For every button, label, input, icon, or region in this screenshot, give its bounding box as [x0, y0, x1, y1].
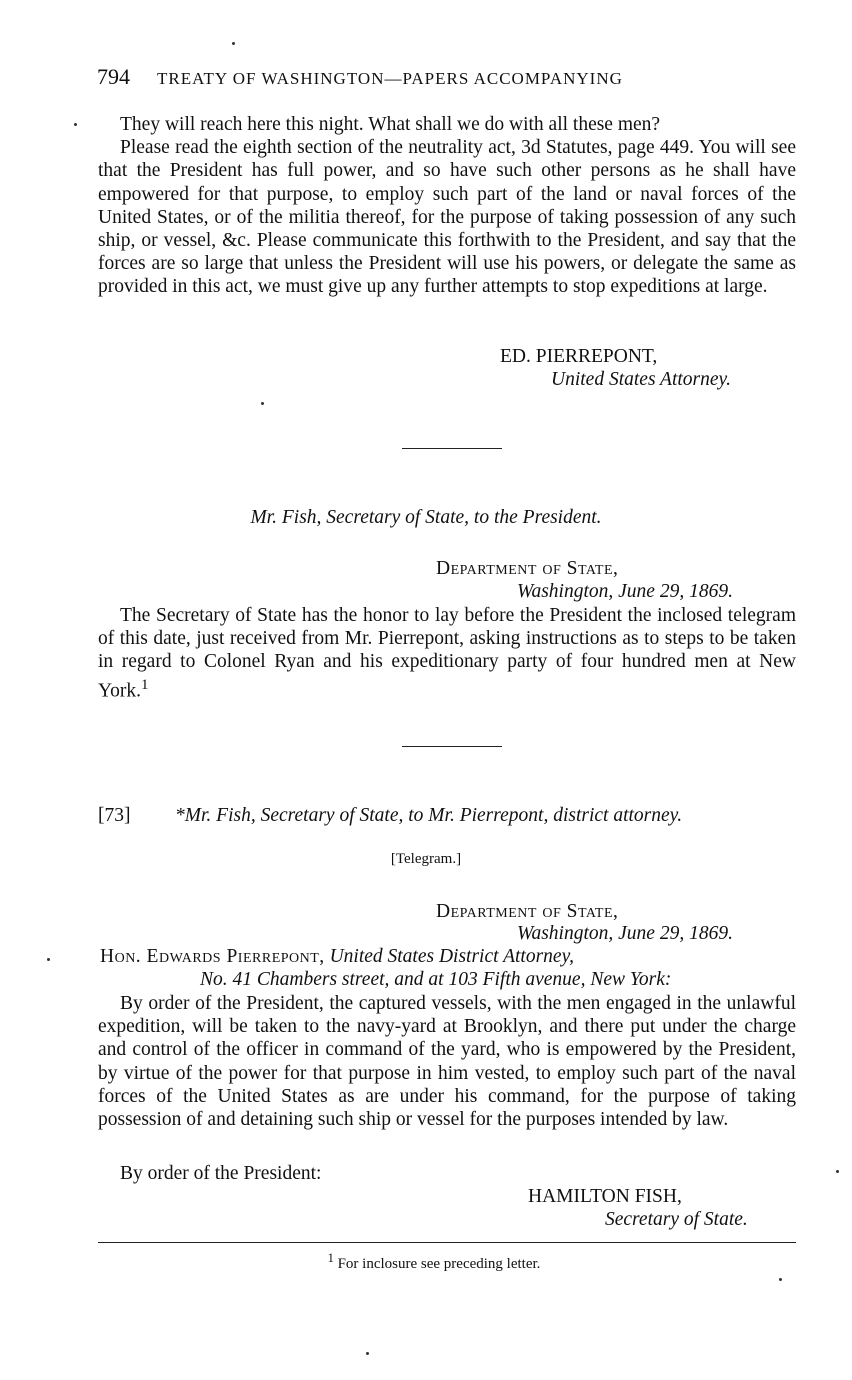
print-speck: [779, 1278, 782, 1281]
section-divider-2: [402, 746, 502, 747]
letter1-body: [98, 113, 796, 299]
letter1-signature-title: United States Attorney.: [551, 369, 731, 390]
letter3-closing: By order of the President:: [120, 1163, 322, 1184]
print-speck: [232, 42, 235, 45]
letter3-body: [98, 992, 796, 1131]
telegram-label: [Telegram.]: [390, 851, 462, 867]
letter2-paragraph-text: The Secretary of State has the honor to lay before the President the inclosed telegram of this date, just received from Mr. Pierrepont, asking instructions as to steps to be taken in regard to Colonel Ryan and his expeditionary party of four hundred men at New York.: [98, 605, 796, 702]
print-speck: [261, 402, 264, 405]
running-title: TREATY OF WASHINGTON—PAPERS ACCOMPANYING: [157, 69, 623, 88]
letter2-body: [98, 604, 796, 702]
letter1-paragraph-1: They will reach here this night. What shall we do with all these men?: [120, 114, 661, 135]
letter2-paragraph: [98, 604, 796, 702]
page-marker: [73]: [98, 805, 131, 826]
page-number: 794: [97, 64, 130, 89]
print-speck: [836, 1170, 839, 1173]
letter3-addressee: [100, 945, 574, 968]
letter1-signature-name: ED. PIERREPONT,: [500, 346, 658, 367]
letter1-paragraph-2: Please read the eighth section of the neutrality act, 3d Statutes, page 449. You will see that the President has full power, and so have such other persons as he shall have empowered for that purpose, to employ such part of the land or naval forces of the United States, or of the militia thereof, for the purpose of taking possession of any such ship, or vessel, &c. Please communicate this forthwith to the President, and say that the forces are so large that unless the President will use his powers, or delegate the same as provided in this act, we must give up any further attempts to stop expeditions at large.: [98, 137, 796, 298]
addressee-name: Hon. Edwards Pierrepont,: [100, 946, 325, 967]
letter2-heading: Mr. Fish, Secretary of State, to the President.: [250, 507, 602, 528]
letter2-department: Department of State,: [436, 558, 619, 579]
letter3-department: Department of State,: [436, 901, 619, 922]
letter2-footnote-mark: 1: [141, 676, 149, 693]
footnote: [8, 1251, 852, 1273]
page-header: [97, 64, 797, 90]
letter3-signature-name: HAMILTON FISH,: [528, 1186, 682, 1207]
addressee-address: No. 41 Chambers street, and at 103 Fifth avenue, New York:: [200, 969, 672, 990]
print-speck: [47, 958, 50, 961]
footnote-text: For inclosure see preceding letter.: [337, 1256, 541, 1272]
print-speck: [74, 123, 77, 126]
footnote-rule: [98, 1242, 796, 1243]
footnote-mark: 1: [327, 1251, 334, 1265]
letter2-place-date: Washington, June 29, 1869.: [517, 581, 733, 602]
print-speck: [366, 1352, 369, 1355]
letter3-signature-title: Secretary of State.: [605, 1209, 748, 1230]
letter3-heading: *Mr. Fish, Secretary of State, to Mr. Pierrepont, district attorney.: [175, 805, 683, 826]
addressee-title: United States District Attorney,: [329, 946, 575, 967]
letter3-place-date: Washington, June 29, 1869.: [517, 923, 733, 944]
section-divider-1: [402, 448, 502, 449]
letter3-paragraph: By order of the President, the captured vessels, with the men engaged in the unlawful expedition, will be taken to the navy-yard at Brooklyn, and there put under the charge and control of the officer in command of the yard, who is empowered by the President, by virtue of the power for that purpose in him vested, to employ such part of the naval forces of the United States as are under his command, for the purpose of taking possession of and detaining such ship or vessel for the purposes intended by law.: [98, 993, 796, 1131]
